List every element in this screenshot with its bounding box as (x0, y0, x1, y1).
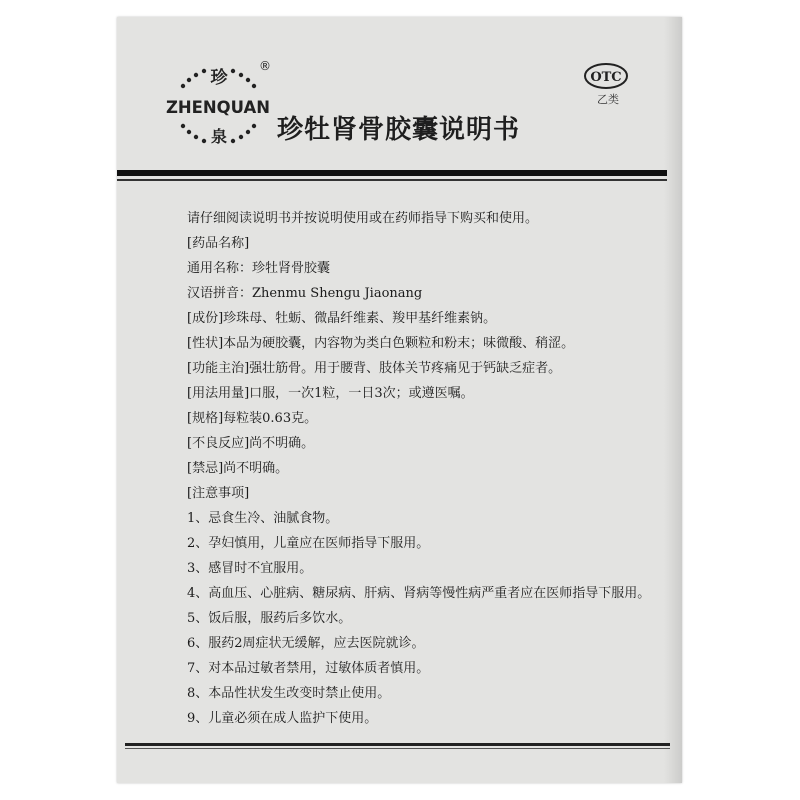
section-properties: [性状]本品为硬胶囊，内容物为类白色颗粒和粉末；味微酸、稍涩。 (187, 336, 575, 351)
section-specification: [规格]每粒装0.63克。 (187, 411, 318, 426)
instruction-notice: 请仔细阅读说明书并按说明使用或在药师指导下购买和使用。 (187, 211, 539, 226)
section-dosage: [用法用量]口服，一次1粒，一日3次；或遵医嘱。 (187, 386, 474, 401)
precaution-item: 1、忌食生冷、油腻食物。 (187, 511, 339, 526)
footer-divider-thin (125, 748, 670, 749)
header-divider-thick (117, 170, 667, 176)
otc-class-label: 乙类 (597, 93, 619, 106)
page-title: 珍牡肾骨胶囊说明书 (277, 115, 521, 145)
section-drug-name: [药品名称] (187, 236, 250, 251)
precaution-item: 7、对本品过敏者禁用，过敏体质者慎用。 (187, 661, 430, 676)
zhenquan-logo (161, 56, 277, 152)
precaution-item: 4、高血压、心脏病、糖尿病、肝病、肾病等慢性病严重者应在医师指导下服用。 (187, 586, 651, 601)
leaflet-sheet (117, 17, 682, 783)
precaution-item: 9、儿童必须在成人监护下使用。 (187, 711, 378, 726)
page-fold-shadow (664, 17, 682, 783)
section-indications: [功能主治]强壮筋骨。用于腰背、肢体关节疼痛见于钙缺乏症者。 (187, 361, 562, 376)
logo-char-bottom: 泉 (210, 127, 228, 146)
otc-badge-icon (583, 62, 629, 90)
registered-mark: ® (259, 59, 271, 73)
section-contraindications: [禁忌]尚不明确。 (187, 461, 289, 476)
footer-divider-thick (125, 743, 670, 746)
logo-emblem-icon (161, 56, 277, 152)
common-name: 通用名称：珍牡肾骨胶囊 (187, 261, 331, 276)
logo-char-top: 珍 (210, 68, 228, 88)
header-divider-thin (117, 179, 667, 181)
precaution-item: 6、服药2周症状无缓解，应去医院就诊。 (187, 636, 425, 651)
section-ingredients: [成份]珍珠母、牡蛎、微晶纤维素、羧甲基纤维素钠。 (187, 311, 497, 326)
precaution-item: 5、饭后服，服药后多饮水。 (187, 611, 352, 626)
section-precautions: [注意事项] (187, 486, 250, 501)
otc-badge-label: OTC (590, 70, 622, 85)
precaution-item: 8、本品性状发生改变时禁止使用。 (187, 686, 391, 701)
logo-wordmark: ZHENQUAN (166, 98, 270, 118)
pinyin-name: 汉语拼音：Zhenmu Shengu Jiaonang (187, 286, 423, 301)
section-adverse-reactions: [不良反应]尚不明确。 (187, 436, 315, 451)
precaution-item: 3、感冒时不宜服用。 (187, 561, 313, 576)
precaution-item: 2、孕妇慎用，儿童应在医师指导下服用。 (187, 536, 430, 551)
